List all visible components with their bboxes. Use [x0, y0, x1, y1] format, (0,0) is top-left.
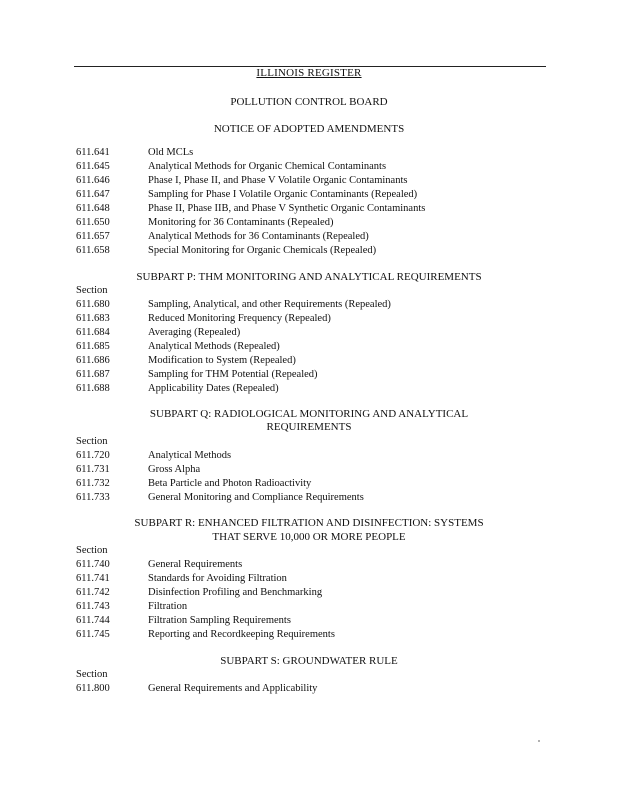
subpart-s-heading: SUBPART S: GROUNDWATER RULE	[220, 655, 398, 667]
list-item: 611.733 General Monitoring and Compliance Requirements	[76, 492, 364, 503]
register-header: ILLINOIS REGISTER	[256, 67, 362, 79]
list-item: 611.745 Reporting and Recordkeeping Requirements	[76, 629, 335, 640]
section-label: Section	[76, 669, 108, 680]
list-item: 611.650 Monitoring for 36 Contaminants (Repealed)	[76, 217, 334, 228]
board-title: POLLUTION CONTROL BOARD	[230, 96, 388, 108]
subpart-r-heading-cont: THAT SERVE 10,000 OR MORE PEOPLE	[212, 531, 406, 543]
list-item: 611.800 General Requirements and Applicability	[76, 683, 318, 694]
list-item: 611.731 Gross Alpha	[76, 464, 201, 475]
list-item: 611.688 Applicability Dates (Repealed)	[76, 383, 279, 394]
list-item: 611.648 Phase II, Phase IIB, and Phase V Synthetic Organic Contaminants	[76, 203, 426, 214]
list-item: 611.647 Sampling for Phase I Volatile Organic Contaminants (Repealed)	[76, 189, 418, 200]
list-item: 611.740 General Requirements	[76, 559, 243, 570]
list-item: 611.720 Analytical Methods	[76, 450, 232, 461]
speck-mark	[538, 740, 540, 742]
list-item: 611.657 Analytical Methods for 36 Contaminants (Repealed)	[76, 231, 369, 242]
list-item: 611.683 Reduced Monitoring Frequency (Repealed)	[76, 313, 331, 324]
list-item: 611.641 Old MCLs	[76, 147, 194, 158]
list-item: 611.732 Beta Particle and Photon Radioactivity	[76, 478, 312, 489]
subpart-q-heading: SUBPART Q: RADIOLOGICAL MONITORING AND ANALYTICAL	[149, 408, 469, 420]
subpart-r-heading: SUBPART R: ENHANCED FILTRATION AND DISINFECTION: SYSTEMS	[134, 517, 484, 529]
section-label: Section	[76, 545, 108, 556]
subpart-q-heading-cont: REQUIREMENTS	[266, 421, 352, 433]
list-item: 611.680 Sampling, Analytical, and other Requirements (Repealed)	[76, 299, 391, 310]
list-item: 611.645 Analytical Methods for Organic Chemical Contaminants	[76, 161, 387, 172]
list-item: 611.686 Modification to System (Repealed)	[76, 355, 296, 366]
list-item: 611.743 Filtration	[76, 601, 188, 612]
section-label: Section	[76, 436, 108, 447]
list-item: 611.687 Sampling for THM Potential (Repealed)	[76, 369, 318, 380]
list-item: 611.646 Phase I, Phase II, and Phase V Volatile Organic Contaminants	[76, 175, 408, 186]
list-item: 611.741 Standards for Avoiding Filtration	[76, 573, 287, 584]
list-item: 611.685 Analytical Methods (Repealed)	[76, 341, 280, 352]
notice-title: NOTICE OF ADOPTED AMENDMENTS	[213, 123, 405, 135]
subpart-p-heading: SUBPART P: THM MONITORING AND ANALYTICAL REQUIREMENTS	[136, 271, 482, 283]
list-item: 611.684 Averaging (Repealed)	[76, 327, 241, 338]
list-item: 611.744 Filtration Sampling Requirements	[76, 615, 291, 626]
list-item: 611.658 Special Monitoring for Organic Chemicals (Repealed)	[76, 245, 377, 256]
section-label: Section	[76, 285, 108, 296]
list-item: 611.742 Disinfection Profiling and Benchmarking	[76, 587, 323, 598]
